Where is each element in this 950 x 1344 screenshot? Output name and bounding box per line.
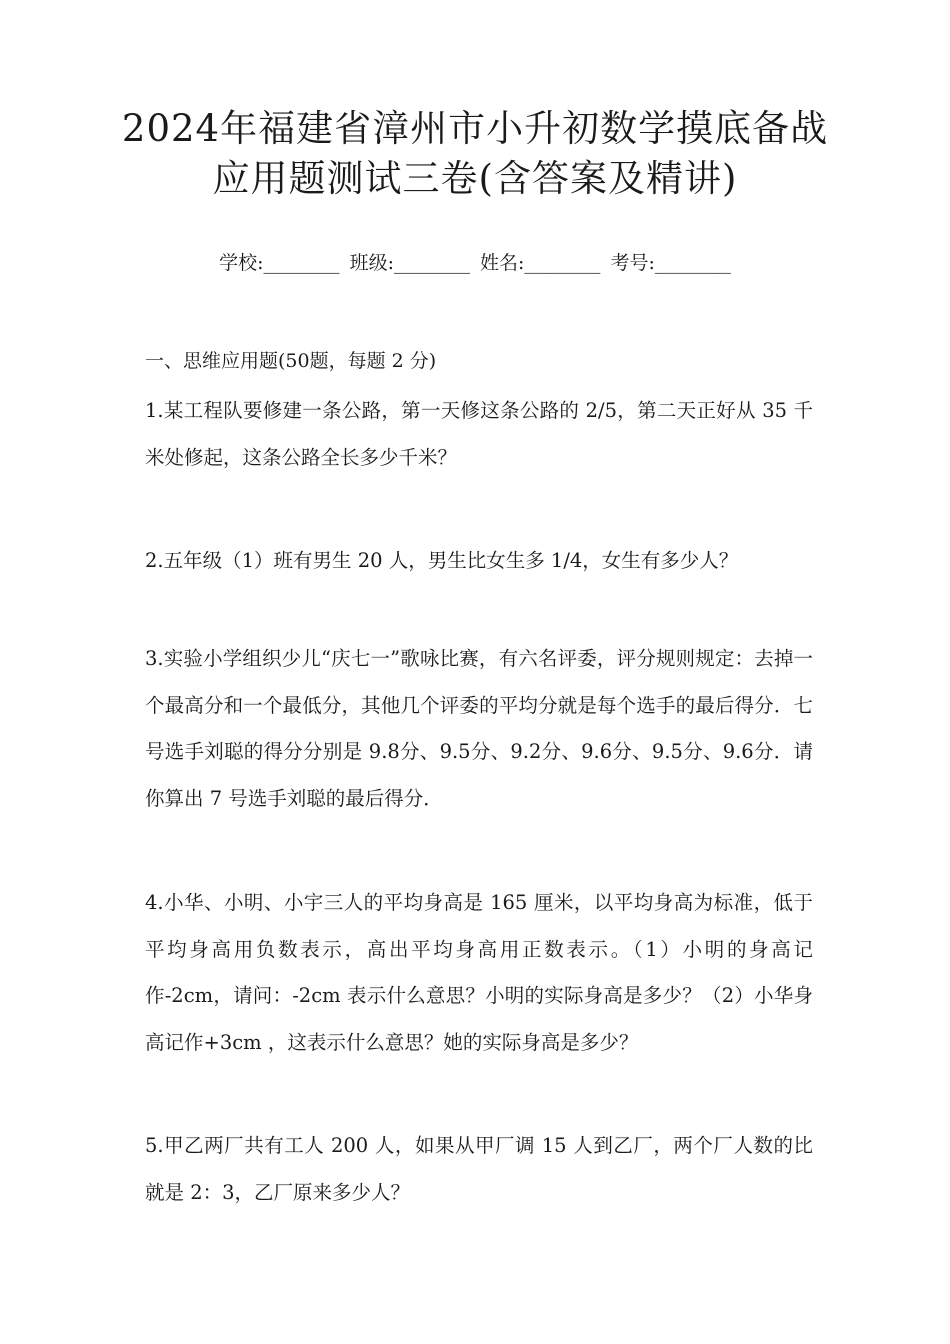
class-field: 班级:________ [349, 252, 470, 274]
question-3: 3.实验小学组织少儿“庆七一”歌咏比赛，有六名评委，评分规则规定：去掉一个最高分和一个最低分，其他几个评委的平均分就是每个选手的最后得分．七号选手刘聪的得分分别是 9.8分、9.5分、9.2分、9.6分、9.5分、9.6分．请你算出 7 号选手刘聪的最后得分． [145, 647, 813, 810]
document-title-line1: 2024年福建省漳州市小升初数学摸底备战 [121, 107, 829, 150]
school-field: 学校:________ [219, 252, 340, 274]
document-title-line2: 应用题测试三卷(含答案及精讲) [212, 157, 738, 200]
student-info-row [0, 248, 950, 275]
question-5: 5.甲乙两厂共有工人 200 人，如果从甲厂调 15 人到乙厂，两个厂人数的比就是 2：3，乙厂原来多少人？ [145, 1134, 813, 1204]
question-2: 2.五年级（1）班有男生 20 人，男生比女生多 1/4，女生有多少人？ [145, 549, 739, 572]
question-4: 4.小华、小明、小宇三人的平均身高是 165 厘米，以平均身高为标准，低于平均身高用负数表示，高出平均身高用正数表示。（1）小明的身高记作-2cm，请问：-2cm 表示什么意思？小明的实际身高是多少？（2）小华身高记作+3cm ，这表示什么意思？她的实际身高是多少？ [145, 891, 813, 1054]
section-heading: 一、思维应用题(50题，每题 2 分) [145, 350, 437, 372]
question-1: 1.某工程队要修建一条公路，第一天修这条公路的 2/5，第二天正好从 35 千米处修起，这条公路全长多少千米？ [145, 399, 813, 469]
exam-number-field: 考号:________ [610, 252, 731, 274]
name-field: 姓名:________ [480, 252, 601, 274]
